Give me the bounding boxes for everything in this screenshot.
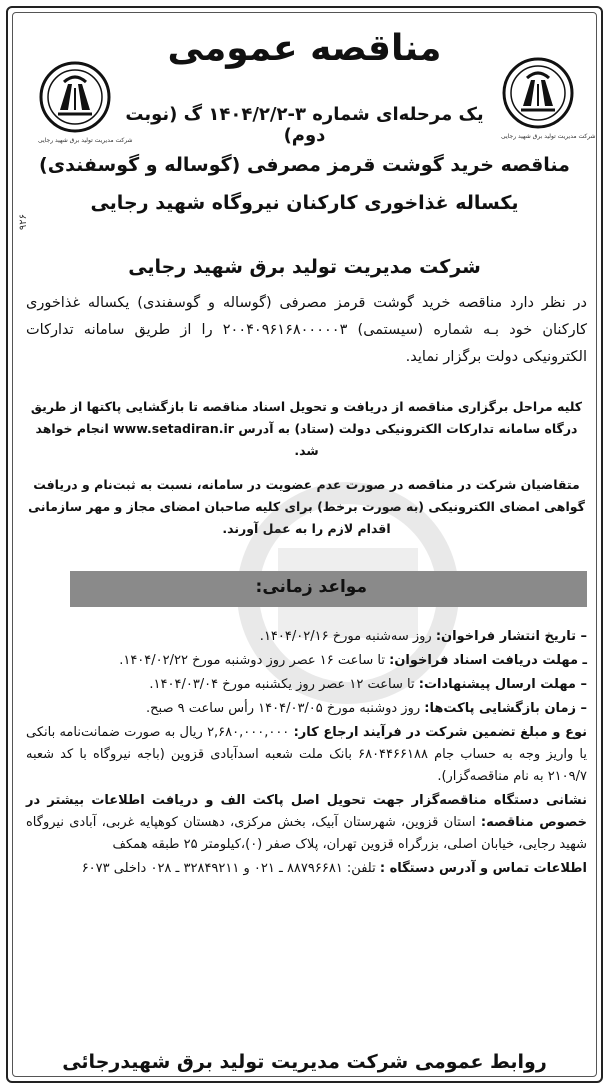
company-logo-left xyxy=(38,60,133,144)
process-tail: انجام خواهد شد. xyxy=(35,421,319,458)
schedule-item xyxy=(26,698,587,720)
schedule-heading-bar xyxy=(70,571,587,607)
power-plant-logo-icon xyxy=(38,60,112,134)
tender-number: یک مرحله‌ای شماره ۳-۱۴۰۴/۲/۲ گ (نوبت دوم) xyxy=(125,104,484,146)
schedule-heading: مواعد زمانی: xyxy=(255,577,367,597)
process-paragraph xyxy=(26,396,587,462)
notice-frame xyxy=(6,6,603,1083)
logo-caption-right: شرکت مدیریت تولید برق شهید رجایی xyxy=(501,133,596,140)
schedule-item-label: – زمان بازگشایی پاکت‌ها: xyxy=(424,701,587,716)
schedule-item xyxy=(26,674,587,696)
intro-paragraph: در نظر دارد مناقصه خرید گوشت قرمز مصرفی (گوساله و گوسفندی) یکساله غذاخوری کارکنان خود بـه شماره (سیستمی) ۲۰۰۴۰۹۶۱۶۸۰۰۰۰۰۳ را از طریق سامانه تدارکات الکترونیکی دولت برگزار نماید. xyxy=(26,295,587,365)
company-name: شرکت مدیریت تولید برق شهید رجایی xyxy=(128,256,481,278)
schedule-item-label: ـ مهلت دریافت اسناد فراخوان: xyxy=(389,653,587,668)
guarantee-info xyxy=(26,722,587,788)
setad-link[interactable]: www.setadiran.ir xyxy=(113,421,234,436)
notice-title: مناقصه عمومی xyxy=(167,28,442,69)
schedule-item xyxy=(26,650,587,672)
guarantee-value: ۲,۶۸۰,۰۰۰,۰۰۰ ریال به صورت ضمانت‌نامه بانکی یا واریز وجه به حساب جام ۶۸۰۴۴۶۶۱۸۸ بانک ملت شعبه اسدآبادی قزوین (باجه نیروگاه با کد شعبه ۲۱۰۹/۷ به نام مناقصه‌گزار). xyxy=(26,725,587,784)
logo-caption-left: شرکت مدیریت تولید برق شهید رجایی xyxy=(38,137,133,144)
tender-headline-line2: یکساله غذاخوری کارکنان نیروگاه شهید رجایی xyxy=(90,192,519,214)
schedule-item-label: – مهلت ارسال پیشنهادات: xyxy=(418,677,587,692)
contact-info xyxy=(26,858,587,880)
address-info xyxy=(26,790,587,856)
schedule-list xyxy=(26,626,587,882)
schedule-item-value: روز سه‌شنبه مورخ ۱۴۰۴/۰۲/۱۶. xyxy=(259,629,436,644)
schedule-item-value: تا ساعت ۱۶ عصر روز دوشنبه مورخ ۱۴۰۴/۰۲/۲۲. xyxy=(119,653,390,668)
public-relations-signature: روابط عمومی شرکت مدیریت تولید برق شهیدرجائی xyxy=(62,1051,547,1073)
contact-value: تلفن: ۸۸۷۹۶۶۸۱ ـ ۰۲۱ و ۳۲۸۴۹۲۱۱ ـ ۰۲۸ داخلی ۶۰۷۳ xyxy=(81,861,380,876)
schedule-item-label: – تاریخ انتشار فراخوان: xyxy=(435,629,587,644)
schedule-item xyxy=(26,626,587,648)
tender-headline-line1: مناقصه خرید گوشت قرمز مصرفی (گوساله و گوسفندی) xyxy=(39,154,570,176)
schedule-item-value: تا ساعت ۱۲ عصر روز یکشنبه مورخ ۱۴۰۴/۰۳/۰۴. xyxy=(149,677,419,692)
schedule-item-value: روز دوشنبه مورخ ۱۴۰۴/۰۳/۰۵ رأس ساعت ۹ صبح. xyxy=(146,701,425,716)
address-value: استان قزوین، شهرستان آبیک، بخش مرکزی، دهستان کوهپایه غربی، آبادی نیروگاه شهید رجایی، خیابان اصلی، بزرگراه قزوین تهران، پلاک صفر (۰)،کیلومتر ۲۵ طبقه همکف xyxy=(26,815,587,852)
guarantee-label: نوع و مبلغ تضمین شرکت در فرآیند ارجاع کار: xyxy=(293,725,587,740)
registration-paragraph: متقاضیان شرکت در مناقصه در صورت عدم عضویت در سامانه، نسبت به ثبت‌نام و دریافت گواهی امضای الکترونیکی (به صورت برخط) برای کلیه صاحبان امضای مجاز و مهر سازمانی اقدام لازم را به عمل آورند. xyxy=(28,477,585,536)
address-label: نشانی دستگاه مناقصه‌گزار جهت تحویل اصل پاکت الف و دریافت اطلاعات بیشتر در خصوص مناقصه: xyxy=(26,793,588,830)
side-number: ۹۲۶ xyxy=(18,214,29,231)
process-text: کلیه مراحل برگزاری مناقصه از دریافت و تحویل اسناد مناقصه تا بازگشایی پاکتها از طریق درگاه سامانه تدارکات الکترونیکی دولت (ستاد) به آدرس xyxy=(30,399,583,436)
contact-label: اطلاعات تماس و آدرس دستگاه : xyxy=(379,861,587,876)
